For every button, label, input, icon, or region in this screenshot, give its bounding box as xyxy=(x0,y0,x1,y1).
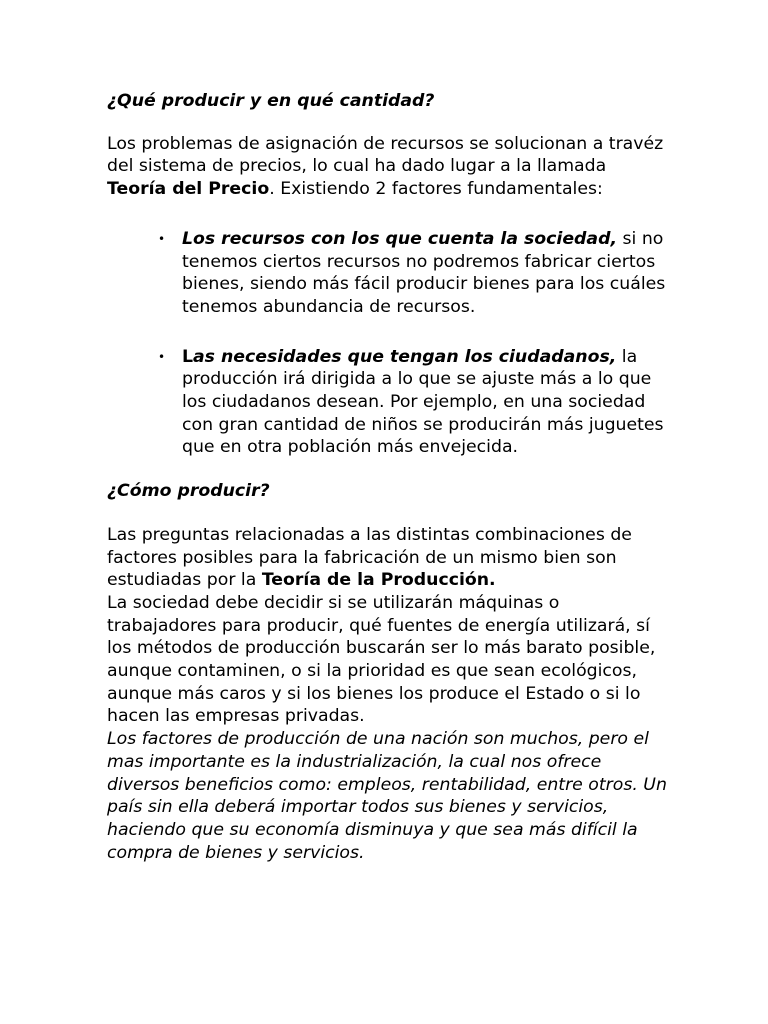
intro-text-end: . Existiendo 2 factores fundamentales: xyxy=(269,179,603,200)
bullet-text: la producción irá dirigida a lo que se ajuste más a lo que los ciudadanos desean. Por ejemplo, en una sociedad con gran cantidad de niños se producirán más juguetes que en otra población más envejecida. xyxy=(182,346,664,458)
produccion-paragraph xyxy=(107,524,667,592)
factores-italic-paragraph: Los factores de producción de una nación son muchos, pero el mas importante es la industrialización, la cual nos ofrece diversos beneficios como: empleos, rentabilidad, entre otros. Un país sin ella deberá importar todos sus bienes y servicios, haciendo que su economía disminuya y que sea más difícil la compra de bienes y servicios. xyxy=(107,729,667,863)
teoria-de-la-produccion-term: Teoría de la Producción. xyxy=(261,570,496,591)
bullet-text: si no tenemos ciertos recursos no podremos fabricar ciertos bienes, siendo más fácil producir bienes para los cuáles tenemos abundancia de recursos. xyxy=(182,228,666,317)
paragraph-text: Las preguntas relacionadas a las distintas combinaciones de factores posibles para la fabricación de un mismo bien son estudiadas por la xyxy=(107,524,632,591)
intro-text: Los problemas de asignación de recursos se solucionan a travéz del sistema de precios, lo cual ha dado lugar a la llamada xyxy=(107,133,664,177)
list-item xyxy=(107,346,667,460)
bullet-lead: Los recursos con los que cuenta la sociedad, xyxy=(182,228,618,249)
bullet-icon: • xyxy=(158,349,166,364)
sociedad-paragraph: La sociedad debe decidir si se utilizarán máquinas o trabajadores para producir, qué fuentes de energía utilizará, sí los métodos de producción buscarán ser lo más barato posible, aunque contaminen, o si la prioridad es que sean ecológicos, aunque más caros y si los bienes los produce el Estado o si lo hacen las empresas privadas. xyxy=(107,592,656,727)
factors-list xyxy=(107,228,667,459)
document-body xyxy=(107,90,667,864)
bullet-lead: as necesidades que tengan los ciudadanos, xyxy=(193,346,617,367)
section-heading-como-producir: ¿Cómo producir? xyxy=(107,481,270,502)
intro-paragraph xyxy=(107,133,667,201)
bullet-icon: • xyxy=(158,231,166,246)
section-heading-que-producir: ¿Qué producir y en qué cantidad? xyxy=(107,91,435,111)
bullet-lead-bold: L xyxy=(182,346,194,367)
teoria-del-precio-term: Teoría del Precio xyxy=(107,179,270,200)
list-item xyxy=(107,228,667,319)
